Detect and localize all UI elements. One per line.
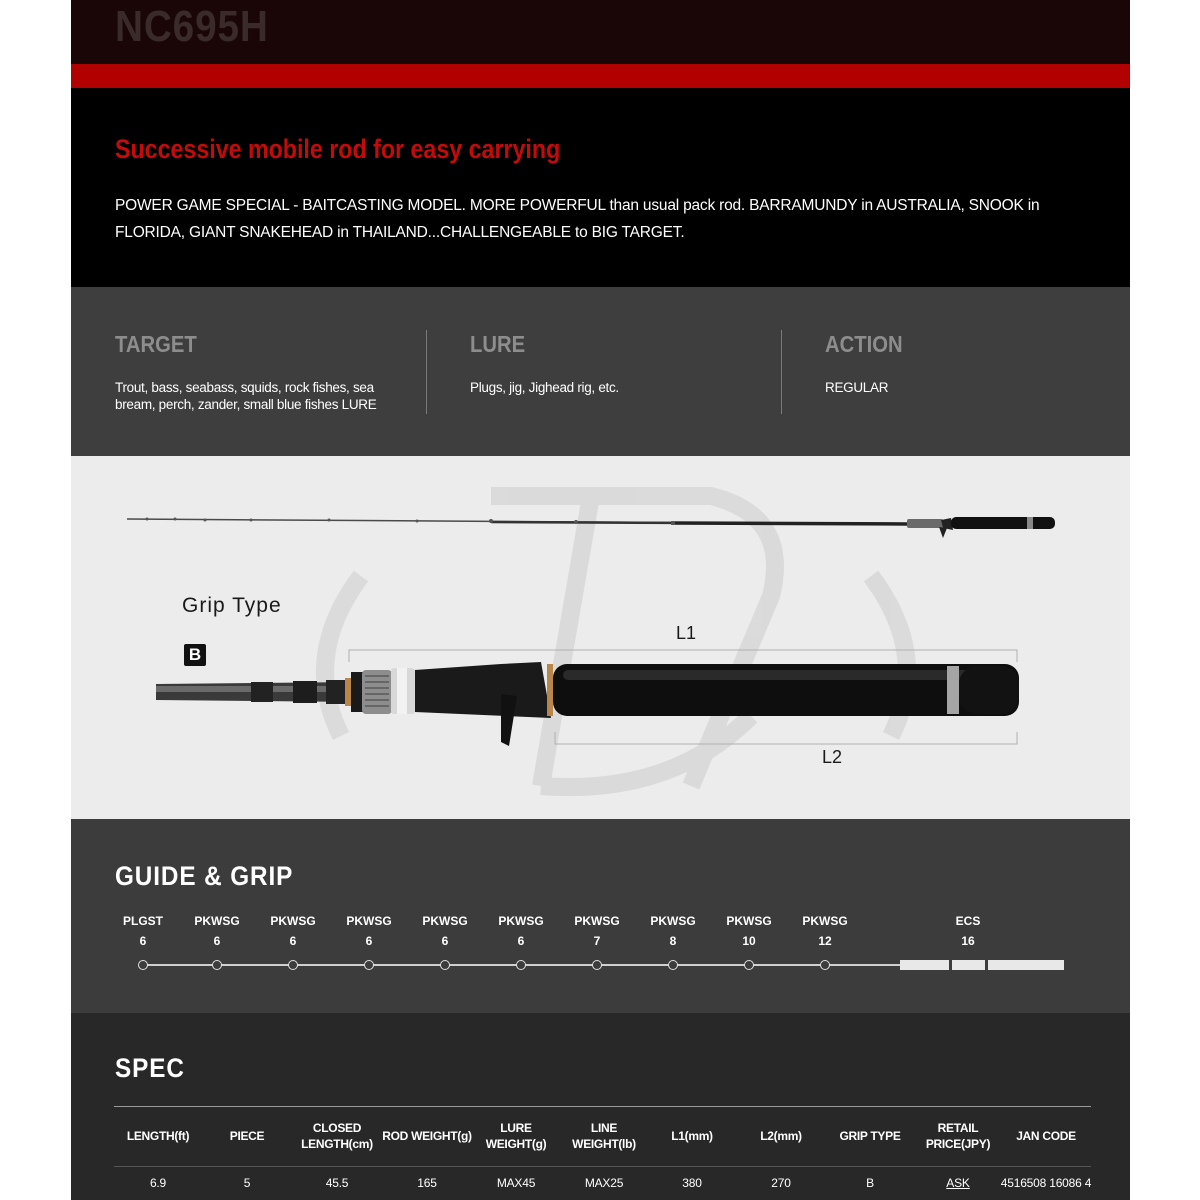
spec-header-piece: PIECE [229,1129,265,1143]
spec-cell-line-weight: MAX25 [584,1176,624,1190]
guide-label [709,911,789,951]
spec-cell-grip-type: B [866,1176,874,1190]
guide-size: 6 [517,934,525,948]
grip-label [928,911,1008,951]
spec-header-line-weight: LINE WEIGHT(lb) [572,1121,636,1151]
guide-size: 6 [213,934,221,948]
guide-dot [592,960,602,970]
catchphrase: Successive mobile rod for easy carrying [115,134,561,164]
guide-name: PKWSG [574,914,620,928]
guide-label [785,911,865,951]
spec-header-jan-code: JAN CODE [1016,1129,1076,1143]
intro-section [71,88,1130,287]
guide-size: 8 [669,934,677,948]
guide-dot [212,960,222,970]
spec-header-grip-type: GRIP TYPE [839,1129,901,1143]
spec-header-rod-weight: ROD WEIGHT(g) [382,1129,472,1143]
spec-title: SPEC [115,1053,185,1083]
product-description: POWER GAME SPECIAL - BAITCASTING MODEL. MORE POWERFUL than usual pack rod. BARRAMUNDY in AUSTRALIA, SNOOK in FLORIDA, GIANT SNAKEHEAD in THAILAND...CHALLENGEABLE to BIG TARGET. [115,197,1040,241]
grip-segment [900,960,949,970]
lure-text: Plugs, jig, Jighead rig, etc. [470,380,619,395]
rod-illustration [71,456,1130,819]
grip-type-badge: B [184,644,206,666]
guide-size: 7 [593,934,601,948]
guide-label [481,911,561,951]
guide-dot [820,960,830,970]
guide-name: PLGST [122,914,163,928]
guide-size: 6 [441,934,449,948]
target-text: Trout, bass, seabass, squids, rock fishes, sea bream, perch, zander, small blue fishes LURE [115,380,377,412]
guide-dot [744,960,754,970]
guide-label [557,911,637,951]
info-divider [781,330,782,414]
guide-label [633,911,713,951]
guide-grip-section [71,819,1130,1013]
guide-dot [364,960,374,970]
spec-section [71,1013,1130,1200]
spec-table-top-rule [114,1106,1091,1107]
spec-header-l2: L2(mm) [760,1129,802,1143]
info-section [71,287,1130,456]
guide-name: PKWSG [270,914,316,928]
l2-label: L2 [822,747,843,767]
spec-table-row-rule [114,1166,1091,1167]
guide-name: PKWSG [802,914,848,928]
spec-header-lure-weight: LURE WEIGHT(g) [485,1121,547,1151]
guide-dot [668,960,678,970]
grip-segment [988,960,1064,970]
spec-cell-jan-code: 4516508 16086 4 [1000,1176,1092,1190]
guide-dot [516,960,526,970]
spec-header-l1: L1(mm) [671,1129,713,1143]
guide-name: PKWSG [194,914,240,928]
guide-grip-title: GUIDE & GRIP [115,861,294,891]
model-name: NC695H [115,2,269,51]
guide-name: PKWSG [726,914,772,928]
header-accent-bar [71,64,1130,88]
grip-segment [952,960,985,970]
lure-title: LURE [470,331,526,357]
action-title: ACTION [825,331,903,357]
action-text: REGULAR [825,380,889,395]
l1-label: L1 [676,623,697,643]
spec-cell-closed-length: 45.5 [325,1176,349,1190]
guide-name: PKWSG [498,914,544,928]
spec-cell-l1: 380 [682,1176,702,1190]
guide-dot [440,960,450,970]
guide-name: PKWSG [650,914,696,928]
info-divider [426,330,427,414]
guide-label [177,911,257,951]
spec-cell-retail-price[interactable]: ASK [946,1176,970,1190]
guide-dot [288,960,298,970]
guide-size: 6 [139,934,147,948]
rod-image-section [71,456,1130,819]
spec-cell-l2: 270 [771,1176,791,1190]
spec-header-closed-length: CLOSED LENGTH(cm) [301,1121,373,1151]
grip-name: ECS [955,914,981,928]
guide-label [405,911,485,951]
spec-cell-lure-weight: MAX45 [496,1176,536,1190]
guide-size: 6 [289,934,297,948]
spec-header-length: LENGTH(ft) [126,1129,190,1143]
guide-name: PKWSG [346,914,392,928]
guide-label [253,911,333,951]
spec-cell-rod-weight: 165 [417,1176,437,1190]
guide-dot [138,960,148,970]
guide-label [329,911,409,951]
guide-name: PKWSG [422,914,468,928]
target-title: TARGET [115,331,197,357]
spec-cell-length: 6.9 [149,1176,167,1190]
grip-type-title: Grip Type [182,594,282,617]
product-header [71,0,1130,64]
shop-watermark [325,496,907,787]
product-page [71,0,1130,1200]
guide-label [103,911,183,951]
guide-size: 10 [742,934,756,948]
spec-header-retail-price: RETAIL PRICE(JPY) [925,1121,991,1151]
guide-size: 6 [365,934,373,948]
grip-size: 16 [961,934,975,948]
guide-size: 12 [818,934,832,948]
spec-cell-piece: 5 [243,1176,251,1190]
